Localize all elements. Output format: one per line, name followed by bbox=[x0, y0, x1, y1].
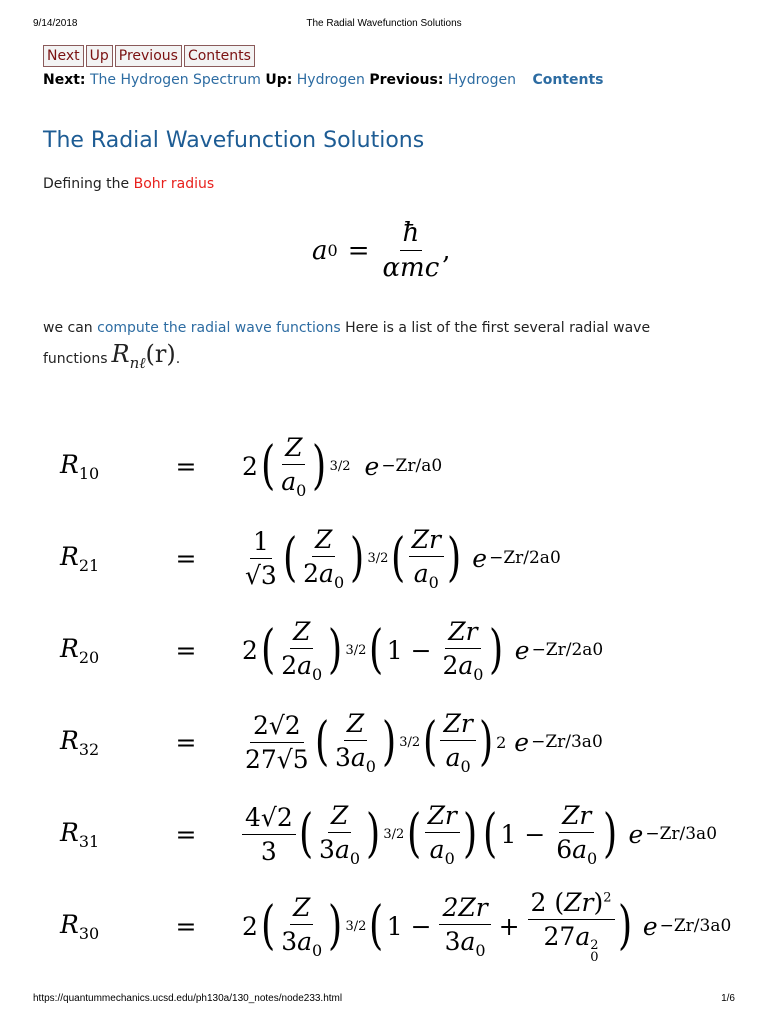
next-label: Next: bbox=[43, 72, 86, 88]
bohr-radius-equation bbox=[312, 218, 451, 283]
radial-symbol-r: R bbox=[111, 340, 130, 368]
radial-rhs: 2 ( $\frac{Z}{2a_0}$ ) 3/2 ( 1 − $\frac{Zr}{2a_0}$ ) e −Zr/2a0 bbox=[242, 616, 604, 684]
radial-eq: = bbox=[175, 543, 197, 573]
eq-fraction bbox=[380, 218, 443, 283]
radial-lhs: $R_{32}$ bbox=[60, 725, 100, 759]
intro-text: Defining the bbox=[43, 176, 134, 192]
radial-rhs: 2 ( $\frac{Z}{3a_0}$ ) 3/2 ( 1 − $\frac{2Zr}{3a_0}$ + 2 $(Zr)^2$ 27a 2 0 ) e −Zr/3a0 bbox=[242, 888, 732, 965]
eq-comma: , bbox=[442, 235, 451, 266]
radial-eq: = bbox=[175, 635, 197, 665]
radial-row-r31 bbox=[60, 788, 750, 880]
radial-eq: = bbox=[175, 451, 197, 481]
up-link[interactable]: Hydrogen bbox=[296, 72, 365, 88]
compute-line2-prefix: functions bbox=[43, 350, 108, 367]
radial-functions-table bbox=[60, 420, 750, 972]
radial-row-r21 bbox=[60, 512, 750, 604]
radial-symbol-arg: (r) bbox=[145, 340, 176, 368]
previous-link[interactable]: Hydrogen bbox=[447, 72, 516, 88]
radial-lhs: $R_{10}$ bbox=[60, 449, 100, 483]
radial-symbol-sub: nℓ bbox=[129, 354, 146, 372]
radial-rhs: $\frac{1}{√3}$ ( $\frac{Z}{2a_0}$ ) 3/2 ( $\frac{Zr}{a_0}$ ) e −Zr/2a0 bbox=[245, 524, 561, 592]
next-link[interactable]: The Hydrogen Spectrum bbox=[90, 72, 261, 88]
radial-rhs: $\frac{4√2}{3}$ ( $\frac{Z}{3a_0}$ ) 3/2 ( $\frac{Zr}{a_0}$ ) ( 1 − $\frac{Zr}{6a_0}$ ) e −Zr/3a0 bbox=[242, 801, 750, 868]
bohr-radius-link[interactable]: Bohr radius bbox=[133, 176, 215, 192]
print-title: The Radial Wavefunction Solutions bbox=[306, 18, 462, 29]
eq-numerator: ħ bbox=[400, 218, 423, 251]
radial-rhs: $\frac{2√2}{27√5}$ ( $\frac{Z}{3a_0}$ ) 3/2 ( $\frac{Zr}{a_0}$ ) 2 e −Zr/3a0 bbox=[245, 708, 603, 776]
eq-denominator: αmc bbox=[382, 253, 440, 283]
previous-label: Previous: bbox=[369, 72, 444, 88]
radial-row-r30 bbox=[60, 880, 750, 972]
page-title: The Radial Wavefunction Solutions bbox=[43, 128, 425, 153]
compute-paragraph bbox=[43, 318, 733, 373]
radial-row-r20 bbox=[60, 604, 750, 696]
compute-line2-suffix: . bbox=[175, 350, 181, 367]
radial-row-r10 bbox=[60, 420, 750, 512]
up-label: Up: bbox=[265, 72, 293, 88]
eq-lhs: a bbox=[312, 235, 328, 266]
contents-link[interactable]: Contents bbox=[532, 72, 604, 88]
radial-eq: = bbox=[175, 911, 197, 941]
radial-rhs: 2 ( $\frac{Z}{a_0}$ ) 3/2 e −Zr/a0 bbox=[242, 432, 443, 500]
eq-lhs-sub: 0 bbox=[327, 241, 338, 260]
nav-buttons bbox=[43, 45, 255, 67]
contents-button[interactable]: Contents bbox=[184, 45, 255, 67]
radial-lhs: $R_{20}$ bbox=[60, 633, 100, 667]
radial-eq: = bbox=[175, 819, 197, 849]
radial-lhs: $R_{31}$ bbox=[60, 817, 100, 851]
radial-eq: = bbox=[175, 727, 197, 757]
print-date: 9/14/2018 bbox=[33, 18, 78, 29]
radial-row-r32 bbox=[60, 696, 750, 788]
eq-equals: = bbox=[347, 235, 370, 266]
intro-paragraph bbox=[43, 174, 214, 194]
print-page-number: 1/6 bbox=[721, 993, 735, 1004]
radial-lhs: $R_{21}$ bbox=[60, 541, 100, 575]
compute-suffix: Here is a list of the first several radial wave bbox=[340, 320, 651, 336]
compute-radial-link[interactable]: compute the radial wave functions bbox=[97, 320, 341, 336]
compute-line2 bbox=[43, 340, 733, 373]
compute-prefix: we can bbox=[43, 320, 98, 336]
print-url: https://quantummechanics.ucsd.edu/ph130a/130_notes/node233.html bbox=[33, 993, 343, 1004]
up-button[interactable]: Up bbox=[86, 45, 113, 67]
radial-lhs: $R_{30}$ bbox=[60, 909, 100, 943]
previous-button[interactable]: Previous bbox=[115, 45, 182, 67]
next-button[interactable]: Next bbox=[43, 45, 84, 67]
nav-links bbox=[43, 72, 603, 88]
radial-symbol bbox=[111, 340, 176, 373]
